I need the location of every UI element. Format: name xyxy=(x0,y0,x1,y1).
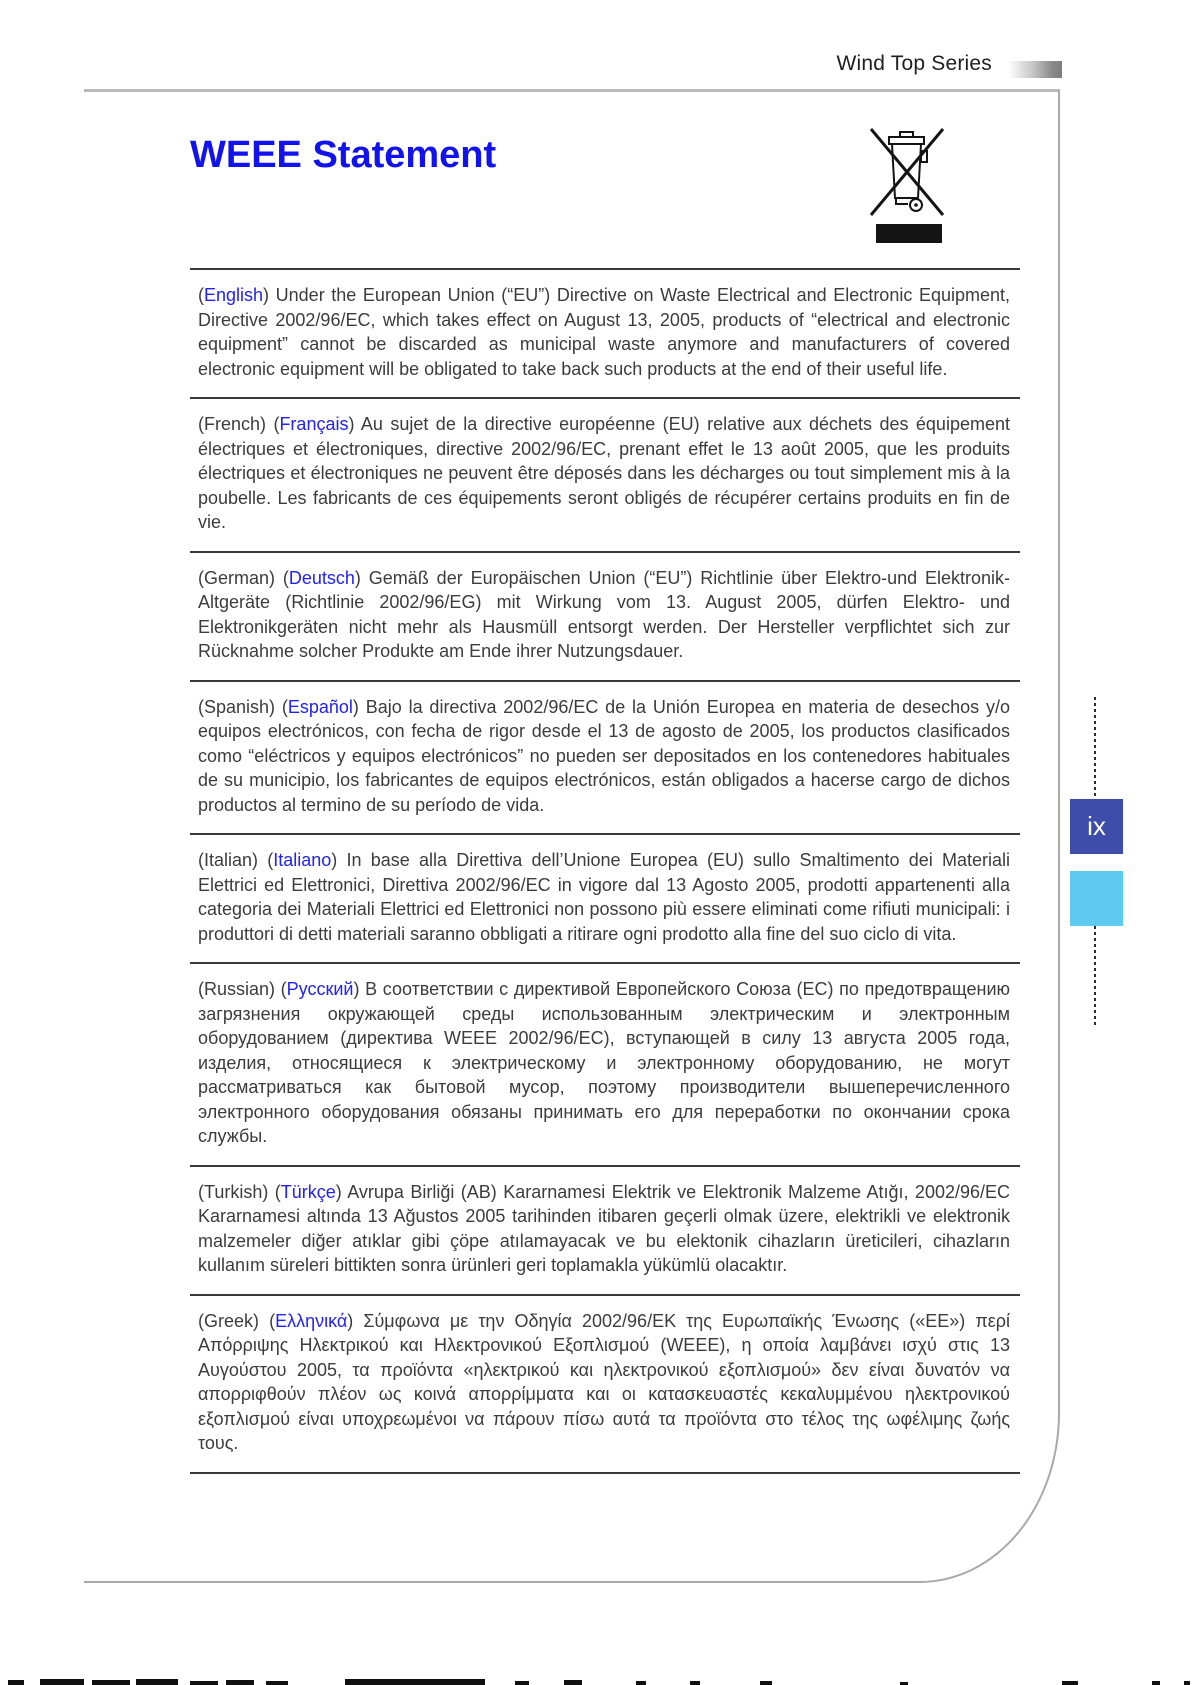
lang-suffix: ) xyxy=(331,850,347,870)
lang-suffix: ) xyxy=(354,567,369,588)
lang-name: Italiano xyxy=(273,850,332,870)
lang-prefix: (Turkish) ( xyxy=(198,1181,281,1202)
weee-statement-sections xyxy=(190,268,1020,1474)
section-russian xyxy=(190,962,1020,1165)
paragraph-text: Avrupa Birliği (AB) Kararnamesi Elektrik ve Elektronik Malzeme Atığı, 2002/96/EC Kararnamesi altında 13 Ağustos 2005 tarihinden itibaren geçerli olmak üzere, elektrikli ve elektronik malzemeler diğer atıklar gibi çöpe atılamayacak ve bu elektonik cihazların üreticileri, cihazların kullanım süreleri bittikten sonra ürünleri geri toplamakla yükümlü olacaktır. xyxy=(198,1181,1011,1275)
paragraph-text: In base alla Direttiva dell’Unione Europea (EU) sullo Smaltimento dei Materiali Elettrici ed Elettronici, Direttiva 2002/96/EC in vigore dal 13 Agosto 2005, prodotti appartenenti alla categoria dei Materiali Elettrici ed Elettronici non possono più essere eliminati come rifiuti municipali: i produttori di detti materiali saranno obbligati a ritirare ogni prodotto alla fine del suo ciclo di vita. xyxy=(198,850,1011,944)
paragraph-text: Under the European Union (“EU”) Directive on Waste Electrical and Electronic Equipment, Directive 2002/96/EC, which takes effect on August 13, 2005, products of “electrical and electronic equipment” cannot be discarded as municipal waste anymore and manufacturers of covered electronic equipment will be obligated to take back such products at the end of their useful life. xyxy=(198,285,1010,379)
weee-paragraph xyxy=(190,835,1020,962)
lang-name: English xyxy=(204,285,264,305)
lang-prefix: (French) ( xyxy=(198,414,280,434)
section-spanish xyxy=(190,680,1020,834)
lang-prefix: (Spanish) ( xyxy=(198,696,288,717)
section-turkish xyxy=(190,1165,1020,1294)
lang-suffix: ) xyxy=(352,696,366,717)
lang-name: Français xyxy=(279,414,349,434)
lang-suffix: ) xyxy=(263,285,276,305)
paragraph-text: Au sujet de la directive européenne (EU) relative aux déchets des équipement électriques et électroniques, directive 2002/96/EC, prenant effet le 13 août 2005, que les produits électriques et électroniques ne peuvent être déposés dans les décharges ou tout simplement mis à la poubelle. Les fabricants de ces équipements seront obligés de récupérer certains produits en fin de vie. xyxy=(198,414,1010,532)
weee-paragraph xyxy=(190,682,1020,834)
lang-suffix: ) xyxy=(347,1310,364,1331)
lang-prefix: (Greek) ( xyxy=(198,1310,276,1331)
page-number-tab: ix xyxy=(1070,799,1123,854)
weee-paragraph xyxy=(190,964,1020,1165)
weee-paragraph xyxy=(190,1296,1020,1472)
section-french xyxy=(190,397,1020,551)
section-italian xyxy=(190,833,1020,962)
weee-paragraph xyxy=(190,270,1020,397)
lang-name: Русский xyxy=(286,979,354,999)
section-english xyxy=(190,268,1020,397)
lang-name: Español xyxy=(287,696,353,717)
section-greek xyxy=(190,1294,1020,1472)
clipped-next-page-text xyxy=(0,1678,1192,1685)
dotted-guide-line xyxy=(1094,926,1096,1028)
weee-paragraph xyxy=(190,553,1020,680)
lang-name: Ελληνικά xyxy=(275,1310,348,1331)
lang-suffix: ) xyxy=(335,1181,348,1202)
lang-prefix: (Italian) ( xyxy=(198,850,274,870)
paragraph-text: Σύμφωνα με την Οδηγία 2002/96/ΕΚ της Ευρωπαϊκής Ένωσης («ΕΕ») περί Απόρριψης Ηλεκτρικού και Ηλεκτρονικού Εξοπλισμού (WEEE), η οποία λαμβάνει ισχύ στις 13 Αυγούστου 2005, τα προϊόντα «ηλεκτρικού και ηλεκτρονικού εξοπλισμού» δεν είναι δυνατόν να απορριφθούν πλέον ως κοινά απορρίμματα και οι κατασκευαστές κεκαλυμμένου ηλεκτρονικού εξοπλισμού είναι υποχρεωμένοι να πάρουν πίσω αυτά τα προϊόντα στο τέλος της ωφέλιμης ζωής τους. xyxy=(198,1310,1010,1453)
paragraph-text: Bajo la directiva 2002/96/EC de la Unión Europea en materia de desechos y/o equipos electrónicos, con fecha de rigor desde el 13 de agosto de 2005, los productos clasificados como “eléctricos y equipos electrónicos” no pueden ser depositados en los contenedores habituales de su municipio, los fabricantes de equipos electrónicos, están obligados a hacerse cargo de dichos productos al termino de su período de vida. xyxy=(198,696,1011,815)
weee-crossed-out-bin-icon xyxy=(868,124,946,219)
section-divider xyxy=(190,1472,1020,1474)
weee-paragraph xyxy=(190,1167,1020,1294)
weee-paragraph xyxy=(190,399,1020,551)
page-title: WEEE Statement xyxy=(190,134,497,176)
lang-suffix: ) xyxy=(353,979,366,999)
section-german xyxy=(190,551,1020,680)
series-header-label: Wind Top Series xyxy=(836,52,992,75)
header-gradient-bar xyxy=(1008,61,1062,78)
lang-prefix: (German) ( xyxy=(198,567,289,588)
weee-black-bar xyxy=(876,224,942,243)
lang-name: Türkçe xyxy=(280,1181,336,1202)
accent-tab xyxy=(1070,871,1123,926)
lang-prefix: (Russian) ( xyxy=(198,979,287,999)
lang-prefix: ( xyxy=(198,285,204,305)
paragraph-text: В соответствии с директивой Европейского Союза (ЕС) по предотвращению загрязнения окружающей среды использованным электрическим и электронным оборудованием (директива WEEE 2002/96/EC), вступающей в силу 13 августа 2005 года, изделия, относящиеся к электрическому и электронному оборудованию, не могут рассматриваться как бытовой мусор, поэтому производители вышеперечисленного электронного оборудования обязаны принимать его для переработки по окончании срока службы. xyxy=(198,979,1011,1146)
lang-name: Deutsch xyxy=(288,567,355,588)
dotted-guide-line xyxy=(1094,697,1096,799)
lang-suffix: ) xyxy=(348,414,361,434)
paragraph-text: Gemäß der Europäischen Union (“EU”) Richtlinie über Elektro-und Elektronik-Altgeräte (Richtlinie 2002/96/EG) mit Wirkung vom 13. August 2005, dürfen Elektro- und Elektronikgeräten nicht mehr als Hausmüll entsorgt werden. Der Hersteller verpflichtet sich zur Rücknahme solcher Produkte am Ende ihrer Nutzungsdauer. xyxy=(198,567,1010,661)
